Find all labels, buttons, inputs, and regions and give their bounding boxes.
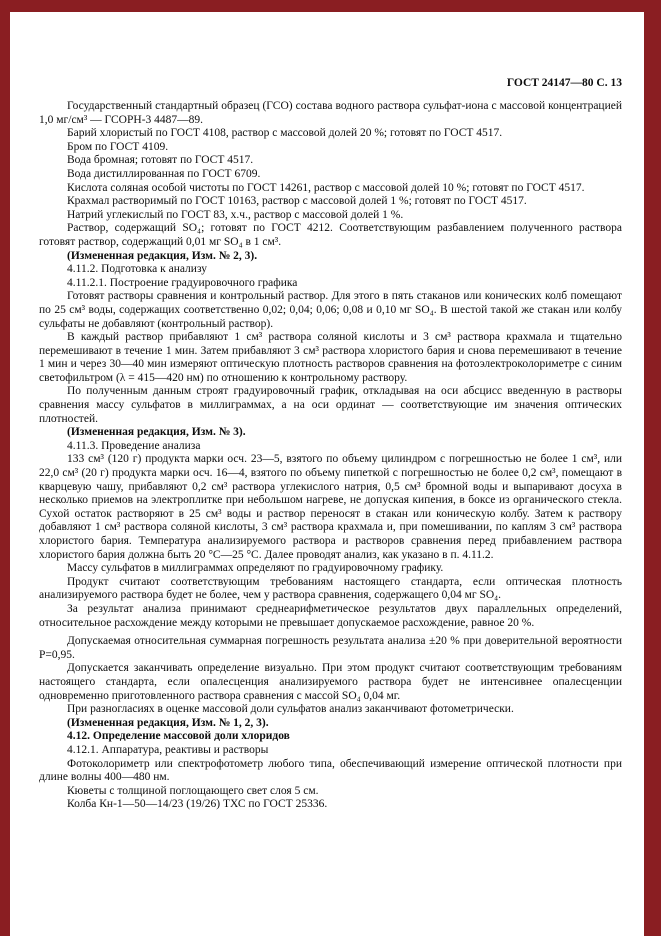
paragraph: Вода бромная; готовят по ГОСТ 4517. <box>67 154 254 167</box>
paragraph: Бром по ГОСТ 4109. <box>67 140 169 153</box>
paragraph: Готовят растворы сравнения и контрольный раствор. Для этого в пять стаканов или конических колб помещают по 25 см³ воды, содержащих соответственно 0,02; 0,04; 0,06; 0,08 и 0,10 мг SO₄. В шестой такой же стакан или колбу сульфаты не добавляют (контрольный раствор). <box>39 290 622 330</box>
paragraph: Допускаемая относительная суммарная погрешность результата анализа ±20 % при доверительной вероятности Р=0,95. <box>39 635 622 661</box>
paragraph: Барий хлористый по ГОСТ 4108, раствор с массовой долей 20 %; готовят по ГОСТ 4517. <box>67 127 503 140</box>
paragraph: Государственный стандартный образец (ГСО) состава водного раствора сульфат-иона с массовой концентрацией 1,0 мг/см³ — ГСОРН-3 4487—89. <box>39 100 622 126</box>
paragraph: Кислота соляная особой чистоты по ГОСТ 14261, раствор с массовой долей 10 %; готовят по ГОСТ 4517. <box>67 181 585 194</box>
paragraph: 133 см³ (120 г) продукта марки осч. 23—5, взятого по объему цилиндром с погрешностью не более 1 см³, или 22,0 см³ (20 г) продукта марки осч. 16—4, взятого по объему пипеткой с погрешностью не более 0,2 см³, помещают в кварцевую чашу, прибавляют 0,2 см³ раствора углекислого натрия, 0,5 см³ бромной воды и выпаривают досуха в несколько приемов на электроплитке при небольшом нагреве, не допуская кипения, в боксе из органического стекла. Сухой остаток растворяют в 25 см³ воды и раствор переносят в стакан или коническую колбу. Затем к раствору добавляют 1 см³ раствора соляной кислоты, 3 см³ раствора крахмала и, при помешивании, по каплям 3 см³ раствора хлористого бария. Температура анализируемого раствора и растворов сравнения перед прибавлением раствора хлористого бария должна быть 20 °С—25 °С. Далее проводят анализ, как указано в п. 4.11.2. <box>39 453 622 561</box>
paragraph: Продукт считают соответствующим требованиям настоящего стандарта, если оптическая плотность анализируемого раствора будет не более, чем у раствора сравнения, содержащего 0,04 мг SO₄. <box>39 575 622 602</box>
paragraph: 4.11.3. Проведение анализа <box>67 439 201 452</box>
paragraph: По полученным данным строят градуировочный график, откладывая на оси абсцисс введенную в растворы сравнения массу сульфатов в миллиграммах, а на оси ординат — соответствующие им значения оптических плотностей. <box>39 385 622 425</box>
page-border-top <box>0 0 661 12</box>
paragraph: Вода дистиллированная по ГОСТ 6709. <box>67 167 261 180</box>
paragraph: Раствор, содержащий SO₄; готовят по ГОСТ 4212. Соответствующим разбавлением полученного раствора готовят раствор, содержащий 0,01 мг SO₄ в 1 см³. <box>39 222 622 248</box>
paragraph: За результат анализа принимают среднеарифметическое результатов двух параллельных определений, относительное расхождение между которыми не превышает допускаемое расхождение, равное 20 %. <box>39 602 622 629</box>
page-header: ГОСТ 24147—80 С. 13 <box>506 77 622 89</box>
paragraph: Колба Кн-1—50—14/23 (19/26) ТХС по ГОСТ 25336. <box>67 798 328 811</box>
paragraph: (Измененная редакция, Изм. № 2, 3). <box>67 249 258 262</box>
paragraph: (Измененная редакция, Изм. № 1, 2, 3). <box>67 716 269 729</box>
paragraph: (Измененная редакция, Изм. № 3). <box>67 426 246 439</box>
paragraph: 4.12. Определение массовой доли хлоридов <box>67 730 290 743</box>
paragraph: Допускается заканчивать определение визуально. При этом продукт считают соответствующим требованиям настоящего стандарта, если опалесценция анализируемого раствора будет не интенсивнее опалесценции одновременно приготовленного раствора сравнения с массой SO₄ 0,04 мг. <box>39 662 622 702</box>
paragraph: Фотоколориметр или спектрофотометр любого типа, обеспечивающий измерение оптической плотности при длине волны 400—480 нм. <box>39 757 622 784</box>
page-border-right <box>644 0 661 936</box>
page-border-left <box>0 0 10 936</box>
paragraph: 4.12.1. Аппаратура, реактивы и растворы <box>67 743 269 756</box>
document-content <box>39 76 622 812</box>
paragraph: Массу сульфатов в миллиграммах определяют по градуировочному графику. <box>67 562 444 575</box>
paragraph: В каждый раствор прибавляют 1 см³ раствора соляной кислоты и 3 см³ раствора крахмала и тщательно перемешивают в течение 1 мин. Затем прибавляют 3 см³ раствора хлористого бария и снова перемешивают в течение 1 мин и через 30—40 мин измеряют оптическую плотность растворов сравнения на фотоэлектроколориметре с синим светофильтром (λ = 415—420 нм) по отношению к контрольному раствору. <box>39 331 622 384</box>
paragraph: 4.11.2. Подготовка к анализу <box>67 263 207 276</box>
paragraph: 4.11.2.1. Построение градуировочного графика <box>67 276 298 289</box>
paragraph: При разногласиях в оценке массовой доли сульфатов анализ заканчивают фотометрически. <box>67 703 514 716</box>
document-body <box>39 100 622 812</box>
paragraph: Натрий углекислый по ГОСТ 83, х.ч., раствор с массовой долей 1 %. <box>67 208 404 221</box>
paragraph: Кюветы с толщиной поглощающего свет слоя 5 см. <box>67 784 319 797</box>
paragraph: Крахмал растворимый по ГОСТ 10163, раствор с массовой долей 1 %; готовят по ГОСТ 4517. <box>67 195 527 208</box>
